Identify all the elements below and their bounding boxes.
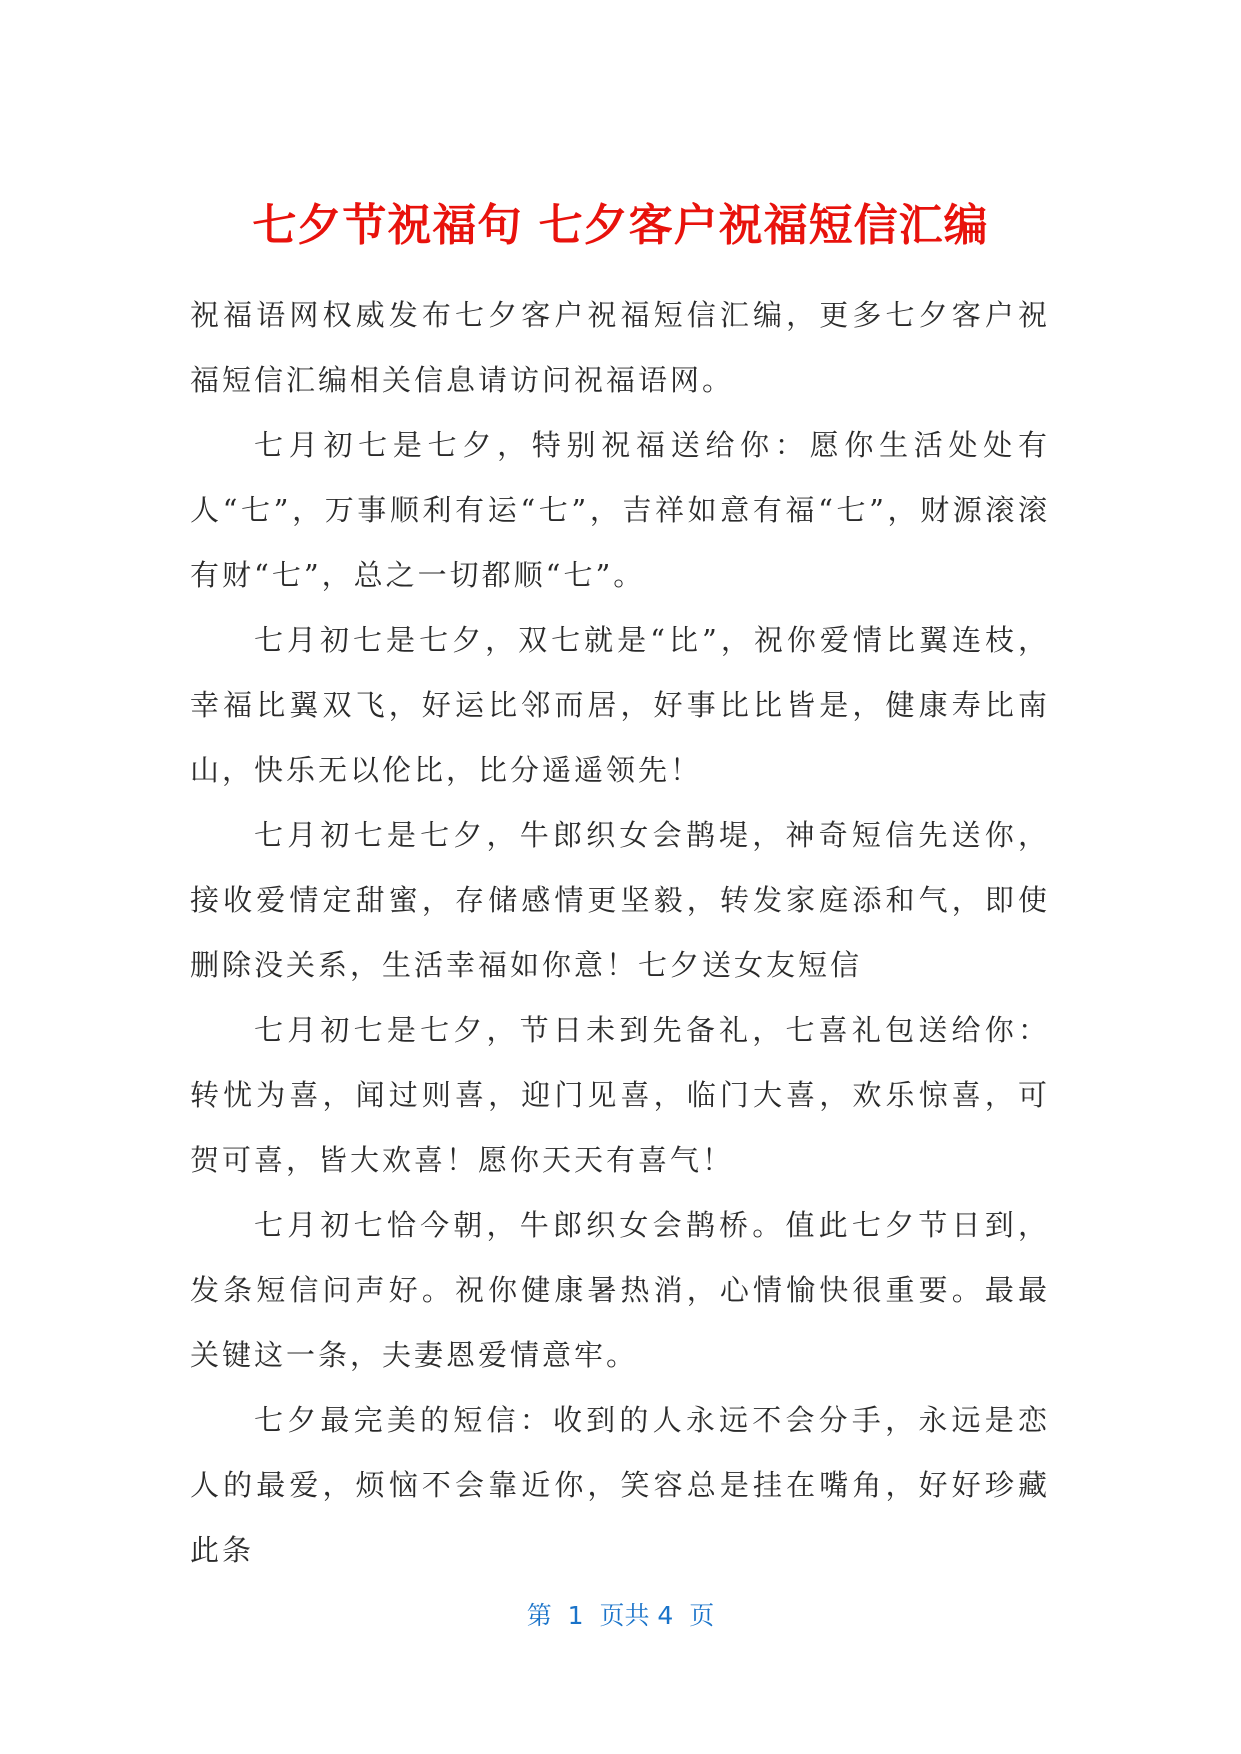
intro-paragraph: 祝福语网权威发布七夕客户祝福短信汇编，更多七夕客户祝福短信汇编相关信息请访问祝福语网。 (190, 298, 1050, 397)
document-title: 七夕节祝福句 七夕客户祝福短信汇编 (252, 200, 989, 251)
page-number-footer: 第 1 页共 4 页 (526, 1601, 715, 1630)
blessing-paragraph-6: 七夕最完美的短信：收到的人永远不会分手，永远是恋人的最爱，烦恼不会靠近你，笑容总是挂在嘴角，好好珍藏此条 (190, 1403, 1050, 1567)
blessing-paragraph-5: 七月初七恰今朝，牛郎织女会鹊桥。值此七夕节日到，发条短信问声好。祝你健康暑热消，心情愉快很重要。最最关键这一条，夫妻恩爱情意牢。 (190, 1208, 1050, 1372)
blessing-paragraph-4: 七月初七是七夕，节日未到先备礼，七喜礼包送给你：转忧为喜，闻过则喜，迎门见喜，临门大喜，欢乐惊喜，可贺可喜，皆大欢喜！愿你天天有喜气！ (190, 1013, 1050, 1177)
blessing-paragraph-1: 七月初七是七夕，特别祝福送给你：愿你生活处处有人“七”，万事顺利有运“七”，吉祥如意有福“七”，财源滚滚有财“七”，总之一切都顺“七”。 (190, 428, 1050, 592)
blessing-paragraph-2: 七月初七是七夕，双七就是“比”，祝你爱情比翼连枝，幸福比翼双飞，好运比邻而居，好事比比皆是，健康寿比南山，快乐无以伦比，比分遥遥领先！ (190, 623, 1050, 787)
blessing-paragraph-3: 七月初七是七夕，牛郎织女会鹊堤，神奇短信先送你，接收爱情定甜蜜，存储感情更坚毅，转发家庭添和气，即使删除没关系，生活幸福如你意！七夕送女友短信 (190, 818, 1050, 982)
document-body (190, 283, 1050, 1583)
